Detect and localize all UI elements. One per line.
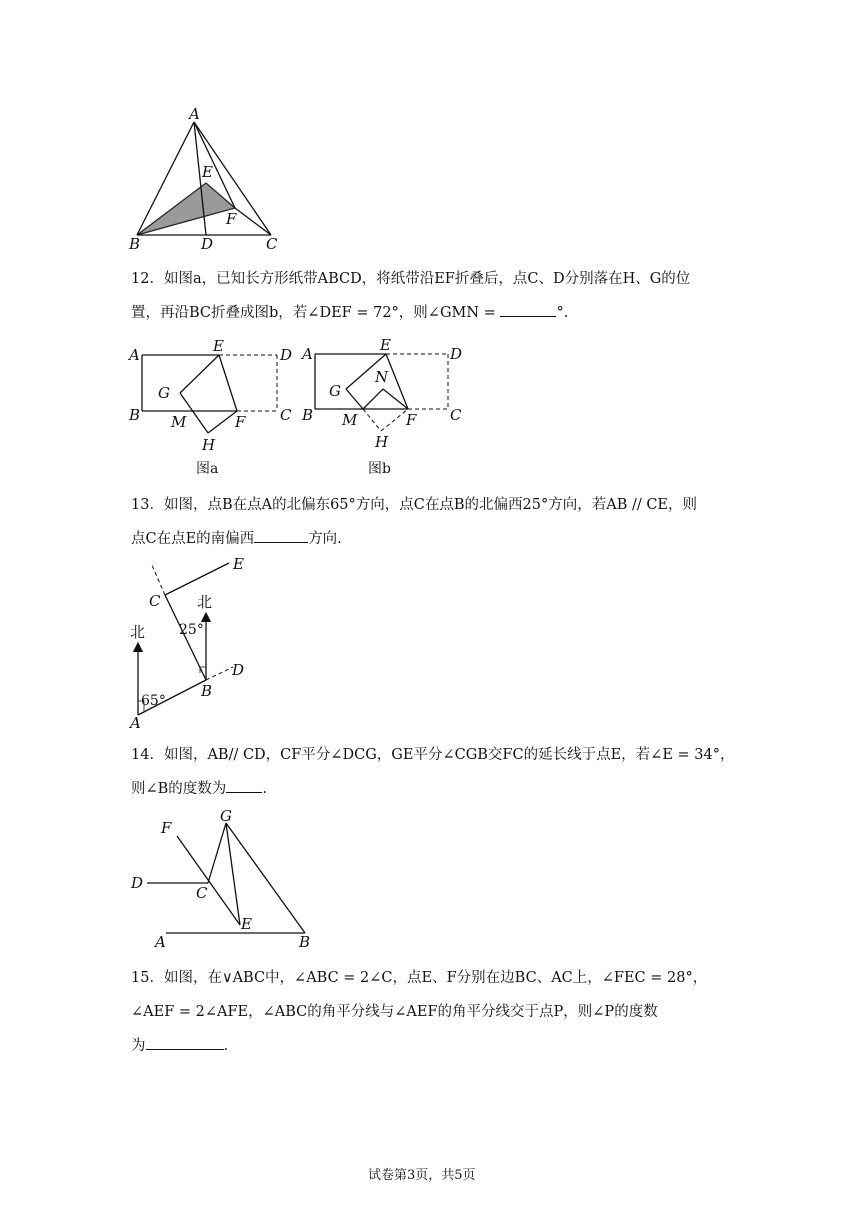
label-north-A: 北	[130, 623, 146, 641]
figure-q14	[125, 805, 325, 950]
label-G: G	[329, 382, 341, 400]
question-13-line1: 13．如图，点B在点A的北偏东65°方向，点C在点B的北偏西25°方向，若AB // CE，则	[131, 497, 698, 513]
label-E: E	[241, 915, 252, 933]
label-G: G	[220, 807, 232, 825]
question-14-end: .	[262, 781, 267, 797]
label-F: F	[161, 819, 172, 837]
label-C: C	[149, 592, 161, 610]
label-D: D	[232, 661, 245, 679]
question-15-text: 为	[131, 1038, 146, 1054]
question-15-end: .	[223, 1038, 229, 1054]
figure-q13-bearings	[125, 555, 265, 730]
question-14-line1: 14．如图，AB// CD，CF平分∠DCG，GE平分∠CGB交FC的延长线于点E，若∠E = 34°，	[131, 747, 735, 763]
answer-blank-q13[interactable]	[254, 524, 308, 543]
caption-fig-b: 图b	[368, 461, 391, 477]
angle-label-25: 25°	[179, 622, 204, 638]
caption-fig-a: 图a	[196, 461, 219, 477]
label-D: D	[280, 346, 293, 364]
answer-blank-q15[interactable]	[146, 1031, 224, 1050]
question-15-line2: ∠AEF = 2∠AFE，∠ABC的角平分线与∠AEF的角平分线交于点P，则∠P的度数	[131, 1004, 658, 1020]
question-13-end: 方向.	[308, 531, 342, 547]
label-A: A	[302, 345, 313, 363]
label-C: C	[450, 406, 462, 424]
question-14-text: 则∠B的度数为	[131, 781, 227, 797]
figure-q12a	[125, 338, 300, 453]
label-C: C	[266, 235, 278, 253]
question-12-line1: 12．如图a，已知长方形纸带ABCD，将纸带沿EF折叠后，点C、D分别落在H、G的位	[131, 271, 691, 287]
label-H: H	[202, 436, 216, 453]
label-D: D	[131, 874, 144, 892]
label-E: E	[202, 163, 213, 181]
label-D: D	[450, 345, 463, 363]
label-F: F	[235, 413, 246, 431]
figure-q11-triangle	[125, 108, 295, 253]
label-A: A	[189, 108, 200, 123]
label-A: A	[130, 714, 141, 730]
figure-q12b	[298, 334, 473, 454]
question-12-line2	[131, 296, 568, 330]
label-M: M	[342, 411, 358, 429]
label-N: N	[375, 368, 389, 386]
answer-blank-q14[interactable]	[226, 774, 262, 793]
question-15-line3	[131, 1029, 228, 1063]
label-A: A	[129, 346, 140, 364]
label-E: E	[380, 336, 391, 354]
label-B: B	[129, 406, 141, 424]
label-C: C	[280, 406, 292, 424]
question-12-end: °.	[556, 305, 569, 321]
question-14-line2	[131, 772, 267, 806]
question-12-text: 置，再沿BC折叠成图b，若∠DEF = 72°，则∠GMN =	[131, 305, 496, 321]
label-G: G	[158, 384, 170, 402]
angle-label-65: 65°	[141, 693, 166, 709]
label-E: E	[213, 338, 224, 355]
shaded-region	[137, 183, 235, 235]
question-13-line2	[131, 522, 342, 556]
label-M: M	[171, 413, 187, 431]
label-F: F	[406, 411, 417, 429]
label-B: B	[302, 406, 314, 424]
label-C: C	[196, 884, 208, 902]
question-15-line1: 15．如图，在∨ABC中，∠ABC = 2∠C，点E、F分别在边BC、AC上，∠FEC = 28°，	[131, 970, 708, 986]
label-A: A	[155, 933, 166, 950]
label-H: H	[375, 433, 389, 451]
label-E: E	[233, 555, 244, 573]
question-13-text: 点C在点E的南偏西	[131, 531, 255, 547]
label-D: D	[201, 235, 214, 253]
page-footer: 试卷第3页，共5页	[368, 1168, 476, 1183]
label-B: B	[201, 682, 213, 700]
label-B: B	[129, 235, 141, 253]
label-north-B: 北	[197, 593, 213, 611]
label-F: F	[226, 210, 237, 228]
answer-blank-q12[interactable]	[500, 298, 556, 317]
label-B: B	[299, 933, 311, 950]
